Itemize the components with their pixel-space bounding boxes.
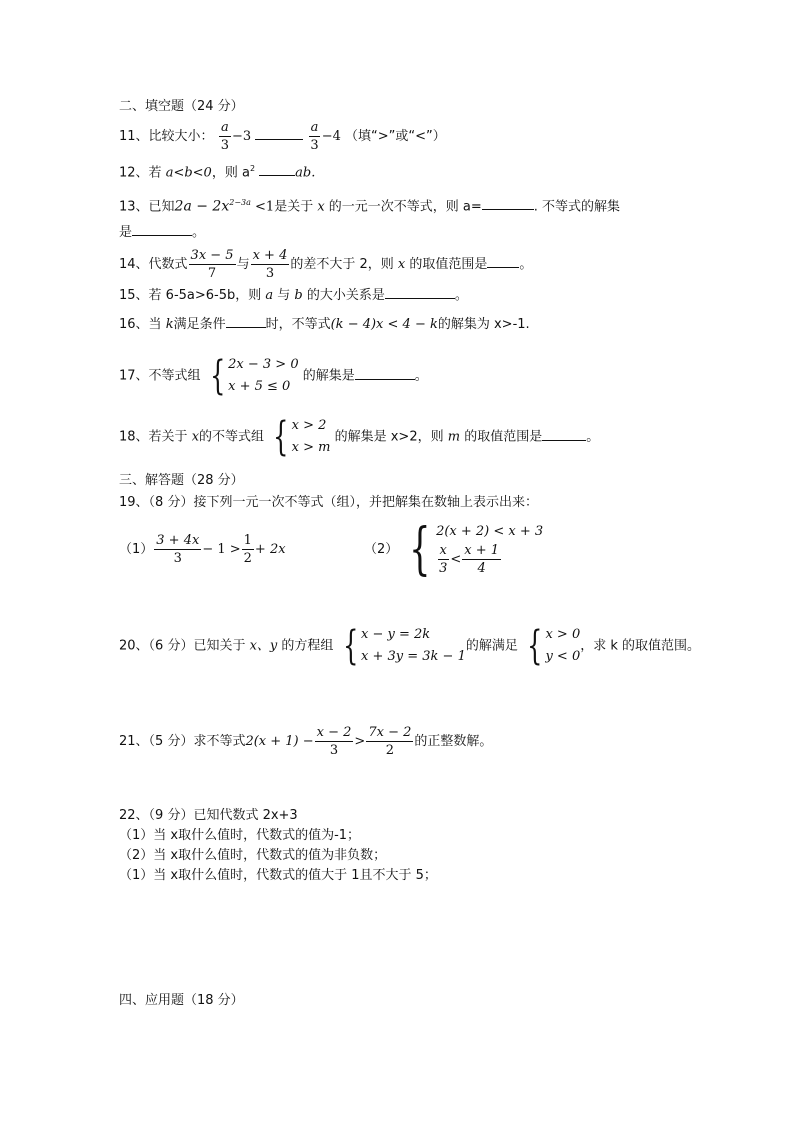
question-12: 12、若 a<b<0，则 $a^2$ ab. <box>119 164 316 181</box>
answer-blank[interactable] <box>259 162 295 176</box>
question-21: 21、（5 分）求不等式2(x + 1) − $\frac{x - 2}{3}$ > $\frac{7x - 2}{2}$ 的正整数解。 <box>119 725 493 758</box>
question-19-part-2: （2） { 2(x + 2) < x + 3 $\frac{x}{3}$ < $\frac{x + 1}{4}$ <box>364 516 544 582</box>
fraction-a-over-3: $\frac{a}{3}$ <box>220 120 229 153</box>
question-11: 11、比较大小： $\frac{a}{3}$ −3 $\frac{a}{3}$ −4 （填“>”或“<”） <box>119 120 446 153</box>
question-18: 18、若关于 x的不等式组 { x > 2 x > m 的解集是 x>2，则 m 的取值范围是 。 <box>119 414 600 460</box>
question-22-title: 22、（9 分）已知代数式 2x+3 <box>119 808 298 823</box>
question-19-title: 19、（8 分）接下列一元一次不等式（组），并把解集在数轴上表示出来： <box>119 495 538 510</box>
question-22-item: （2）当 x取什么值时，代数式的值为非负数； <box>119 848 387 863</box>
question-20: 20、（6 分）已知关于 x、y 的方程组 { x − y = 2k x + 3y = 3k − 1 的解满足 { x > 0 y < 0 ，求 k 的取值范围。 <box>119 623 701 669</box>
answer-blank[interactable] <box>255 126 303 140</box>
answer-blank[interactable] <box>132 222 192 236</box>
question-19-part-1: （1） $\frac{3 + 4x}{3}$ − 1 > $\frac{1}{2}$ + 2x <box>119 533 286 566</box>
question-22-item: （1）当 x取什么值时，代数式的值为-1； <box>119 828 361 843</box>
answer-blank[interactable] <box>482 196 534 210</box>
answer-blank[interactable] <box>355 366 415 380</box>
question-16: 16、当 k满足条件 时，不等式(k − 4)x < 4 − k的解集为 x>-1. <box>119 314 530 334</box>
inequality-system: { 2x − 3 > 0 x + 5 ≤ 0 <box>209 353 299 399</box>
question-17: 17、不等式组 { 2x − 3 > 0 x + 5 ≤ 0 的解集是 。 <box>119 353 428 399</box>
inequality-system: { x > 0 y < 0 <box>527 623 581 669</box>
question-14: 14、代数式 $\frac{3x - 5}{7}$ 与 $\frac{x + 4}{3}$ 的差不大于 2，则 x 的取值范围是 。 <box>119 248 533 281</box>
inequality-system: { 2(x + 2) < x + 3 $\frac{x}{3}$ < $\frac{x + 1}{4}$ <box>409 516 544 582</box>
question-22-item: （1）当 x取什么值时，代数式的值大于 1且不大于 5； <box>119 868 437 883</box>
answer-blank[interactable] <box>385 285 455 299</box>
question-13-line-2: 是 。 <box>119 222 205 242</box>
equation-system: { x − y = 2k x + 3y = 3k − 1 <box>342 623 466 669</box>
answer-blank[interactable] <box>487 254 519 268</box>
section-4-title: 四、应用题（18 分） <box>119 993 244 1008</box>
section-3-title: 三、解答题（28 分） <box>119 473 244 488</box>
fraction-a-over-3: $\frac{a}{3}$ <box>310 120 319 153</box>
section-2-title: 二、填空题（24 分） <box>119 99 244 114</box>
question-15: 15、若 6-5a>6-5b，则 a 与 b 的大小关系是 。 <box>119 285 468 305</box>
inequality-system: { x > 2 x > m <box>273 414 331 460</box>
question-13: 13、已知$2a - 2x^{2-3a} <1$是关于 x 的一元一次不等式，则 a= . 不等式的解集 <box>119 198 621 215</box>
answer-blank[interactable] <box>226 314 266 328</box>
answer-blank[interactable] <box>542 427 586 441</box>
